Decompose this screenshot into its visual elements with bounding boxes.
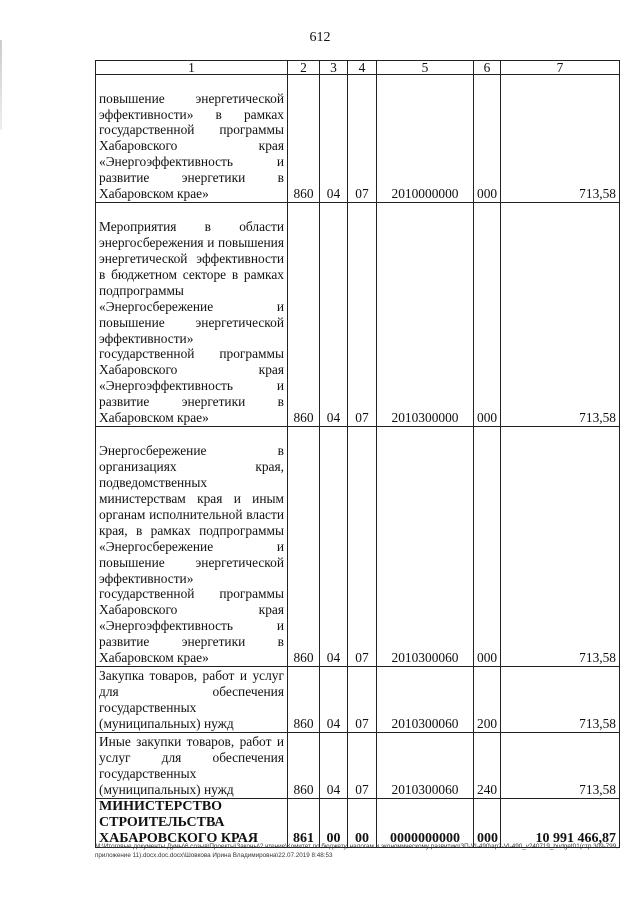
col-header: 1 — [96, 61, 288, 75]
table-row — [96, 667, 620, 733]
cell-expense-type: 000 — [474, 427, 501, 667]
row-name: Мероприятия в области энергосбережения и повышения энергетической эффективности в бюджетном секторе в рамках подпрограммы «Энергосбережение и повышение энергетической эффективности» государственной программы Хабаровского края «Энергоэффективность и развитие энергетики в Хабаровском крае» — [96, 203, 288, 427]
cell-expense-type: 000 — [474, 75, 501, 203]
cell-target-article: 2010000000 — [377, 75, 474, 203]
cell-section: 04 — [320, 733, 348, 799]
table-row — [96, 733, 620, 799]
table-row — [96, 75, 620, 203]
page-number: 612 — [309, 30, 331, 45]
cell-target-article: 2010300060 — [377, 427, 474, 667]
cell-admin-code: 860 — [288, 75, 320, 203]
cell-section: 04 — [320, 427, 348, 667]
ministry-name: МИНИСТЕРСТВО СТРОИТЕЛЬСТВА ХАБАРОВСКОГО КРАЯ — [96, 799, 288, 848]
table-row — [96, 203, 620, 427]
col-header: 3 — [320, 61, 348, 75]
cell-target-article: 2010300060 — [377, 733, 474, 799]
total-section: 00 — [320, 799, 348, 848]
cell-subsection: 07 — [348, 427, 377, 667]
total-row — [96, 799, 620, 848]
cell-subsection: 07 — [348, 667, 377, 733]
row-name: повышение энергетической эффективности» в рамках государственной программы Хабаровского края «Энергоэффективность и развитие энергетики в Хабаровском крае» — [96, 75, 288, 203]
cell-amount: 713,58 — [501, 733, 620, 799]
total-target-article: 0000000000 — [377, 799, 474, 848]
cell-target-article: 2010300000 — [377, 203, 474, 427]
cell-section: 04 — [320, 203, 348, 427]
cell-admin-code: 860 — [288, 733, 320, 799]
footer-file-path: M:\Итоговые документы Думы\6 созыв\Проекты\Законы\2 чтение\Комитет по бюджету, налогам и экономическому развитию\ЗП-VI-490\ap2-VI-490_v240719_budget01(стр.309-799, приложение 11).docx.doc.docx\Шовкова Ирина Владимировна\22.07.2019 8:48:53 — [95, 843, 618, 859]
cell-expense-type: 000 — [474, 203, 501, 427]
cell-amount: 713,58 — [501, 667, 620, 733]
col-header: 4 — [348, 61, 377, 75]
cell-subsection: 07 — [348, 75, 377, 203]
header-row — [96, 61, 620, 75]
cell-admin-code: 860 — [288, 427, 320, 667]
cell-admin-code: 860 — [288, 667, 320, 733]
cell-expense-type: 240 — [474, 733, 501, 799]
cell-section: 04 — [320, 667, 348, 733]
scan-edge-mark — [0, 40, 2, 130]
total-expense-type: 000 — [474, 799, 501, 848]
col-header: 2 — [288, 61, 320, 75]
row-name: Иные закупки товаров, работ и услуг для обеспечения государственных (муниципальных) нужд — [96, 733, 288, 799]
col-header: 5 — [377, 61, 474, 75]
row-name: Закупка товаров, работ и услуг для обеспечения государственных (муниципальных) нужд — [96, 667, 288, 733]
total-amount: 10 991 466,87 — [501, 799, 620, 848]
cell-subsection: 07 — [348, 203, 377, 427]
cell-amount: 713,58 — [501, 203, 620, 427]
table-row — [96, 427, 620, 667]
row-name: Энергосбережение в организациях края, подведомственных министерствам края и иным органам исполнительной власти края, в рамках подпрограммы «Энергосбережение и повышение энергетической эффективности» государственной программы Хабаровского края «Энергоэффективность и развитие энергетики в Хабаровском крае» — [96, 427, 288, 667]
total-admin-code: 861 — [288, 799, 320, 848]
cell-expense-type: 200 — [474, 667, 501, 733]
col-header: 6 — [474, 61, 501, 75]
cell-amount: 713,58 — [501, 427, 620, 667]
cell-subsection: 07 — [348, 733, 377, 799]
cell-section: 04 — [320, 75, 348, 203]
col-header: 7 — [501, 61, 620, 75]
cell-amount: 713,58 — [501, 75, 620, 203]
budget-table — [95, 60, 620, 848]
cell-admin-code: 860 — [288, 203, 320, 427]
total-subsection: 00 — [348, 799, 377, 848]
cell-target-article: 2010300060 — [377, 667, 474, 733]
